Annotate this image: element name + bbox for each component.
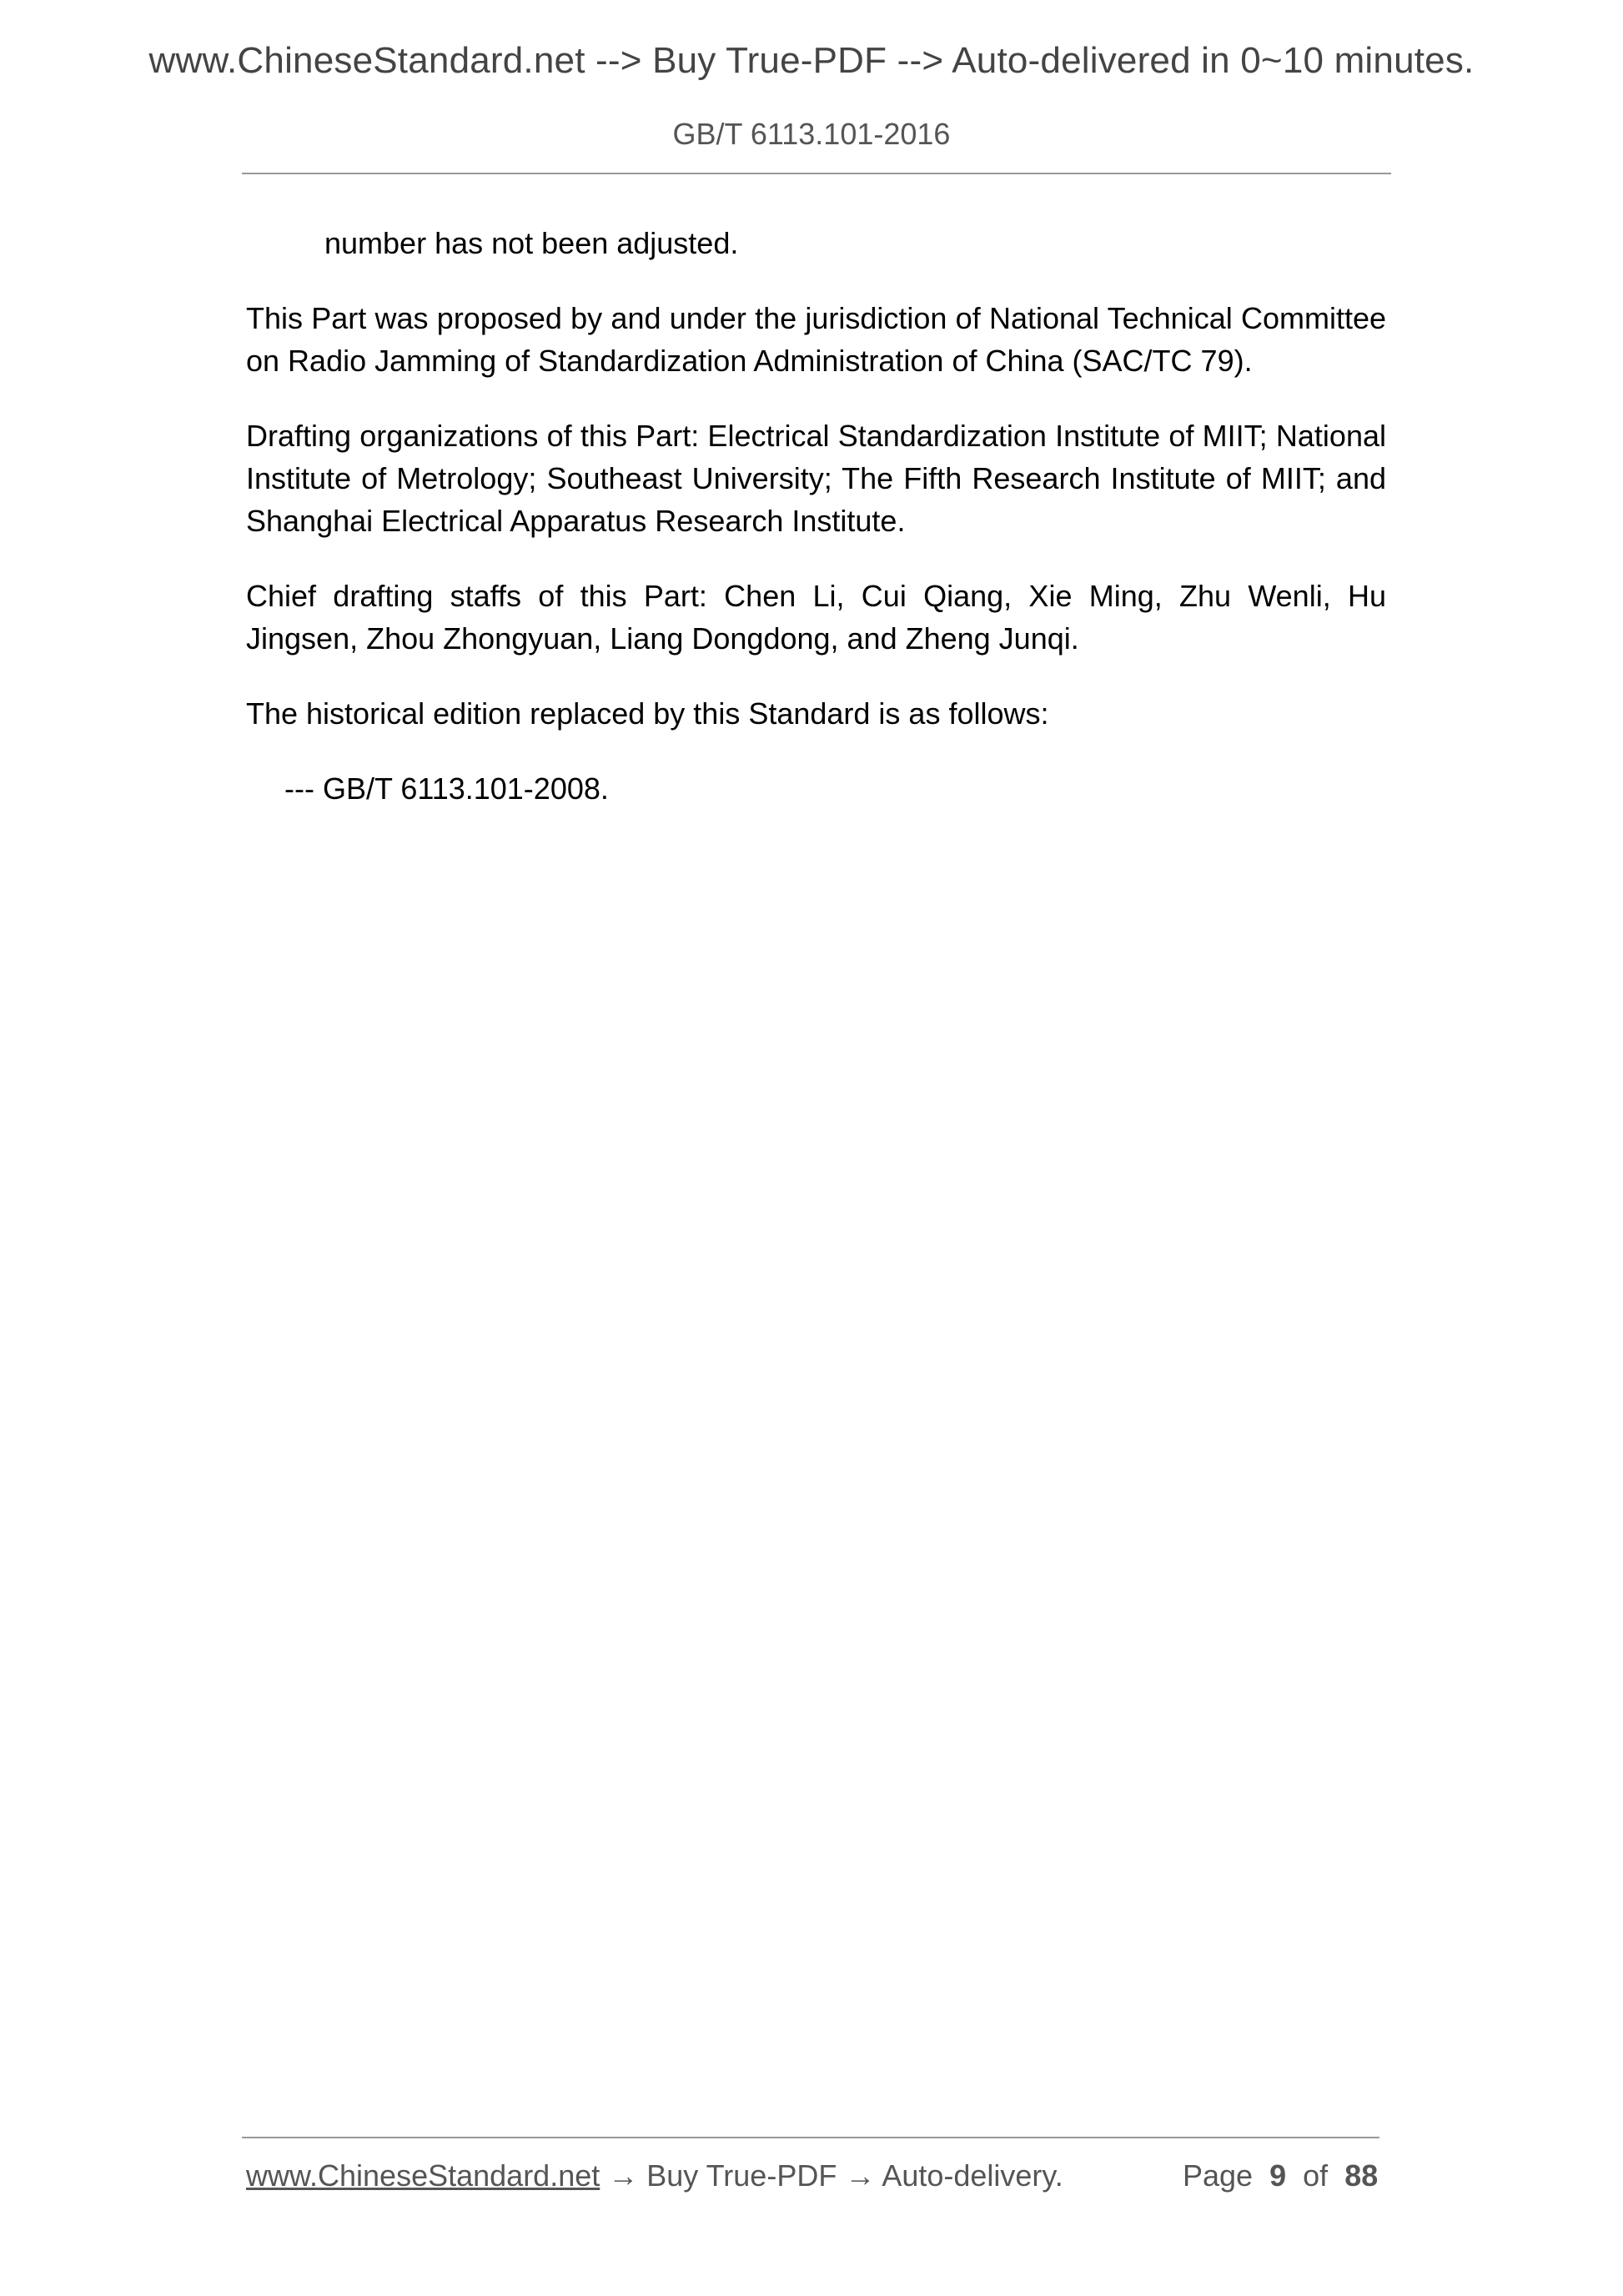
- page-label: Page: [1183, 2158, 1254, 2193]
- page-total: 88: [1344, 2158, 1379, 2193]
- footer-left: [246, 2158, 1063, 2193]
- footer-website-link[interactable]: www.ChineseStandard.net: [246, 2158, 600, 2193]
- paragraph-drafting-staff: Chief drafting staffs of this Part: Chen Li, Cui Qiang, Xie Ming, Zhu Wenli, Hu Jingsen, Zhou Zhongyuan, Liang Dongdong, and Zheng Junqi.: [246, 579, 1386, 656]
- top-banner: www.ChineseStandard.net --> Buy True-PDF --> Auto-delivered in 0~10 minutes.: [148, 40, 1475, 81]
- document-body: [246, 222, 1386, 842]
- page-current: 9: [1269, 2158, 1287, 2193]
- page-indicator: [1183, 2158, 1378, 2193]
- list-item-replaced-edition: --- GB/T 6113.101-2008.: [284, 771, 609, 806]
- footer-divider: [242, 2137, 1379, 2138]
- paragraph-proposer: This Part was proposed by and under the jurisdiction of National Technical Committee on Radio Jamming of Standardization Administration of China (SAC/TC 79).: [246, 301, 1386, 378]
- paragraph-historical-edition: The historical edition replaced by this Standard is as follows:: [246, 696, 1049, 731]
- paragraph-continuation: number has not been adjusted.: [324, 226, 739, 260]
- document-number: GB/T 6113.101-2016: [672, 117, 951, 151]
- footer-tagline: → Buy True-PDF → Auto-delivery.: [600, 2158, 1063, 2193]
- header-divider: [242, 173, 1391, 174]
- paragraph-drafting-organizations: Drafting organizations of this Part: Electrical Standardization Institute of MIIT; National Institute of Metrology; Southeast University; The Fifth Research Institute of MIIT; and Shanghai Electrical Apparatus Research Institute.: [246, 419, 1386, 538]
- page-of-label: of: [1303, 2158, 1329, 2193]
